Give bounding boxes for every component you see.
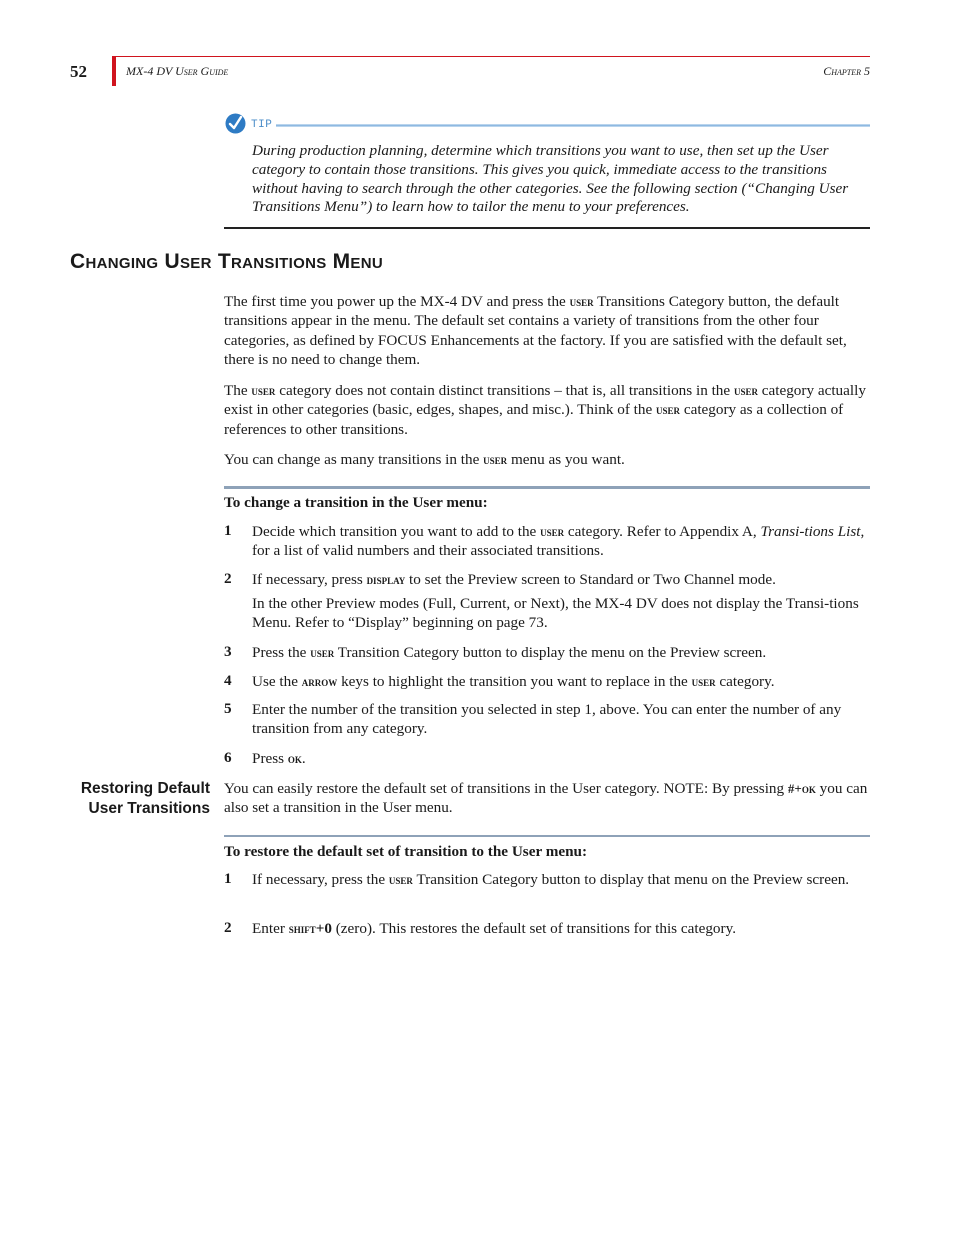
procedure-title: To restore the default set of transition to the User menu: xyxy=(224,843,588,860)
header-rule xyxy=(116,56,870,57)
step-number: 1 xyxy=(224,522,232,539)
key-shift: shift xyxy=(288,921,316,936)
paragraph-change-many: You can change as many transitions in the user menu as you want. xyxy=(224,451,625,468)
key-hash-ok: #+ok xyxy=(787,781,816,796)
key-user: user xyxy=(691,674,716,689)
step-text: Enter the number of the transition you selected in step 1, above. You can enter the number of any transition from any category. xyxy=(252,701,842,738)
key-ok: ok xyxy=(287,751,302,766)
tip-rule xyxy=(276,124,870,127)
key-user: user xyxy=(310,645,335,660)
step-number: 4 xyxy=(224,672,232,689)
paragraph-restoring: You can easily restore the default set of transitions in the User category. NOTE: By pressing #+ok you can also set a transition in the User menu. xyxy=(224,780,868,817)
step-number: 6 xyxy=(224,749,232,766)
key-arrow: arrow xyxy=(301,674,338,689)
key-user: user xyxy=(483,452,508,467)
procedure-rule xyxy=(224,835,870,837)
step-text: Enter shift+0 (zero). This restores the default set of transitions for this category. xyxy=(252,920,736,937)
header-chapter: Chapter 5 xyxy=(823,64,870,78)
header-accent-bar xyxy=(112,56,116,86)
page-number: 52 xyxy=(70,62,87,81)
paragraph-user-category: The user category does not contain distinct transitions – that is, all transitions in the user category actually exist in other categories (basic, edges, shapes, and misc.). Think of the user category as a collection of references to other transitions. xyxy=(224,382,866,438)
key-display: display xyxy=(366,572,406,587)
paragraph-intro: The first time you power up the MX-4 DV and press the user Transitions Category button, the default transitions appear in the menu. The default set contains a variety of transitions from the other four categories, as defined by FOCUS Enhancements at the factory. If you are satisfied with the default set, there is no need to change them. xyxy=(224,293,847,369)
key-user: user xyxy=(540,524,565,539)
step-text: If necessary, press display to set the Preview screen to Standard or Two Channel mode. xyxy=(252,571,776,588)
tip-label: TIP xyxy=(251,119,273,131)
step-number: 1 xyxy=(224,870,232,887)
step-number: 3 xyxy=(224,643,232,660)
step-number: 2 xyxy=(224,570,232,587)
key-user: user xyxy=(656,402,681,418)
step-text: Press the user Transition Category button to display the menu on the Preview screen. xyxy=(252,644,767,661)
key-user: user xyxy=(733,383,758,398)
step-number: 5 xyxy=(224,700,232,717)
procedure-rule xyxy=(224,486,870,489)
step-subtext: In the other Preview modes (Full, Current, or Next), the MX-4 DV does not display the Transi-tions Menu. Refer to “Display” beginning on page 73. xyxy=(252,595,859,632)
tip-checkmark-icon xyxy=(225,113,246,134)
key-user: user xyxy=(569,294,594,309)
header-book-title: MX-4 DV User Guide xyxy=(126,64,229,78)
step-text: Press ok. xyxy=(252,750,306,767)
key-user: user xyxy=(388,872,413,887)
procedure-title: To change a transition in the User menu: xyxy=(224,494,488,511)
section-title: Changing User Transitions Menu xyxy=(70,250,384,273)
tip-text: During production planning, determine which transitions you want to use, then set up the User category to contain those transitions. This gives you quick, immediate access to the transitions without having to search through the other categories. See the following section (“Changing User Transitions Menu”) to learn how to tailor the menu to your preferences. xyxy=(252,142,849,216)
side-heading: Restoring Default User Transitions xyxy=(80,780,210,817)
tip-bottom-rule xyxy=(224,227,870,229)
step-text: If necessary, press the user Transition Category button to display that menu on the Preview screen. xyxy=(252,871,850,888)
step-text: Use the arrow keys to highlight the transition you want to replace in the user category. xyxy=(252,673,775,690)
step-text: Decide which transition you want to add to the user category. Refer to Appendix A, Transi-tions List, for a list of valid numbers and their associated transitions. xyxy=(252,523,865,560)
step-number: 2 xyxy=(224,919,232,936)
key-user: user xyxy=(251,383,276,398)
